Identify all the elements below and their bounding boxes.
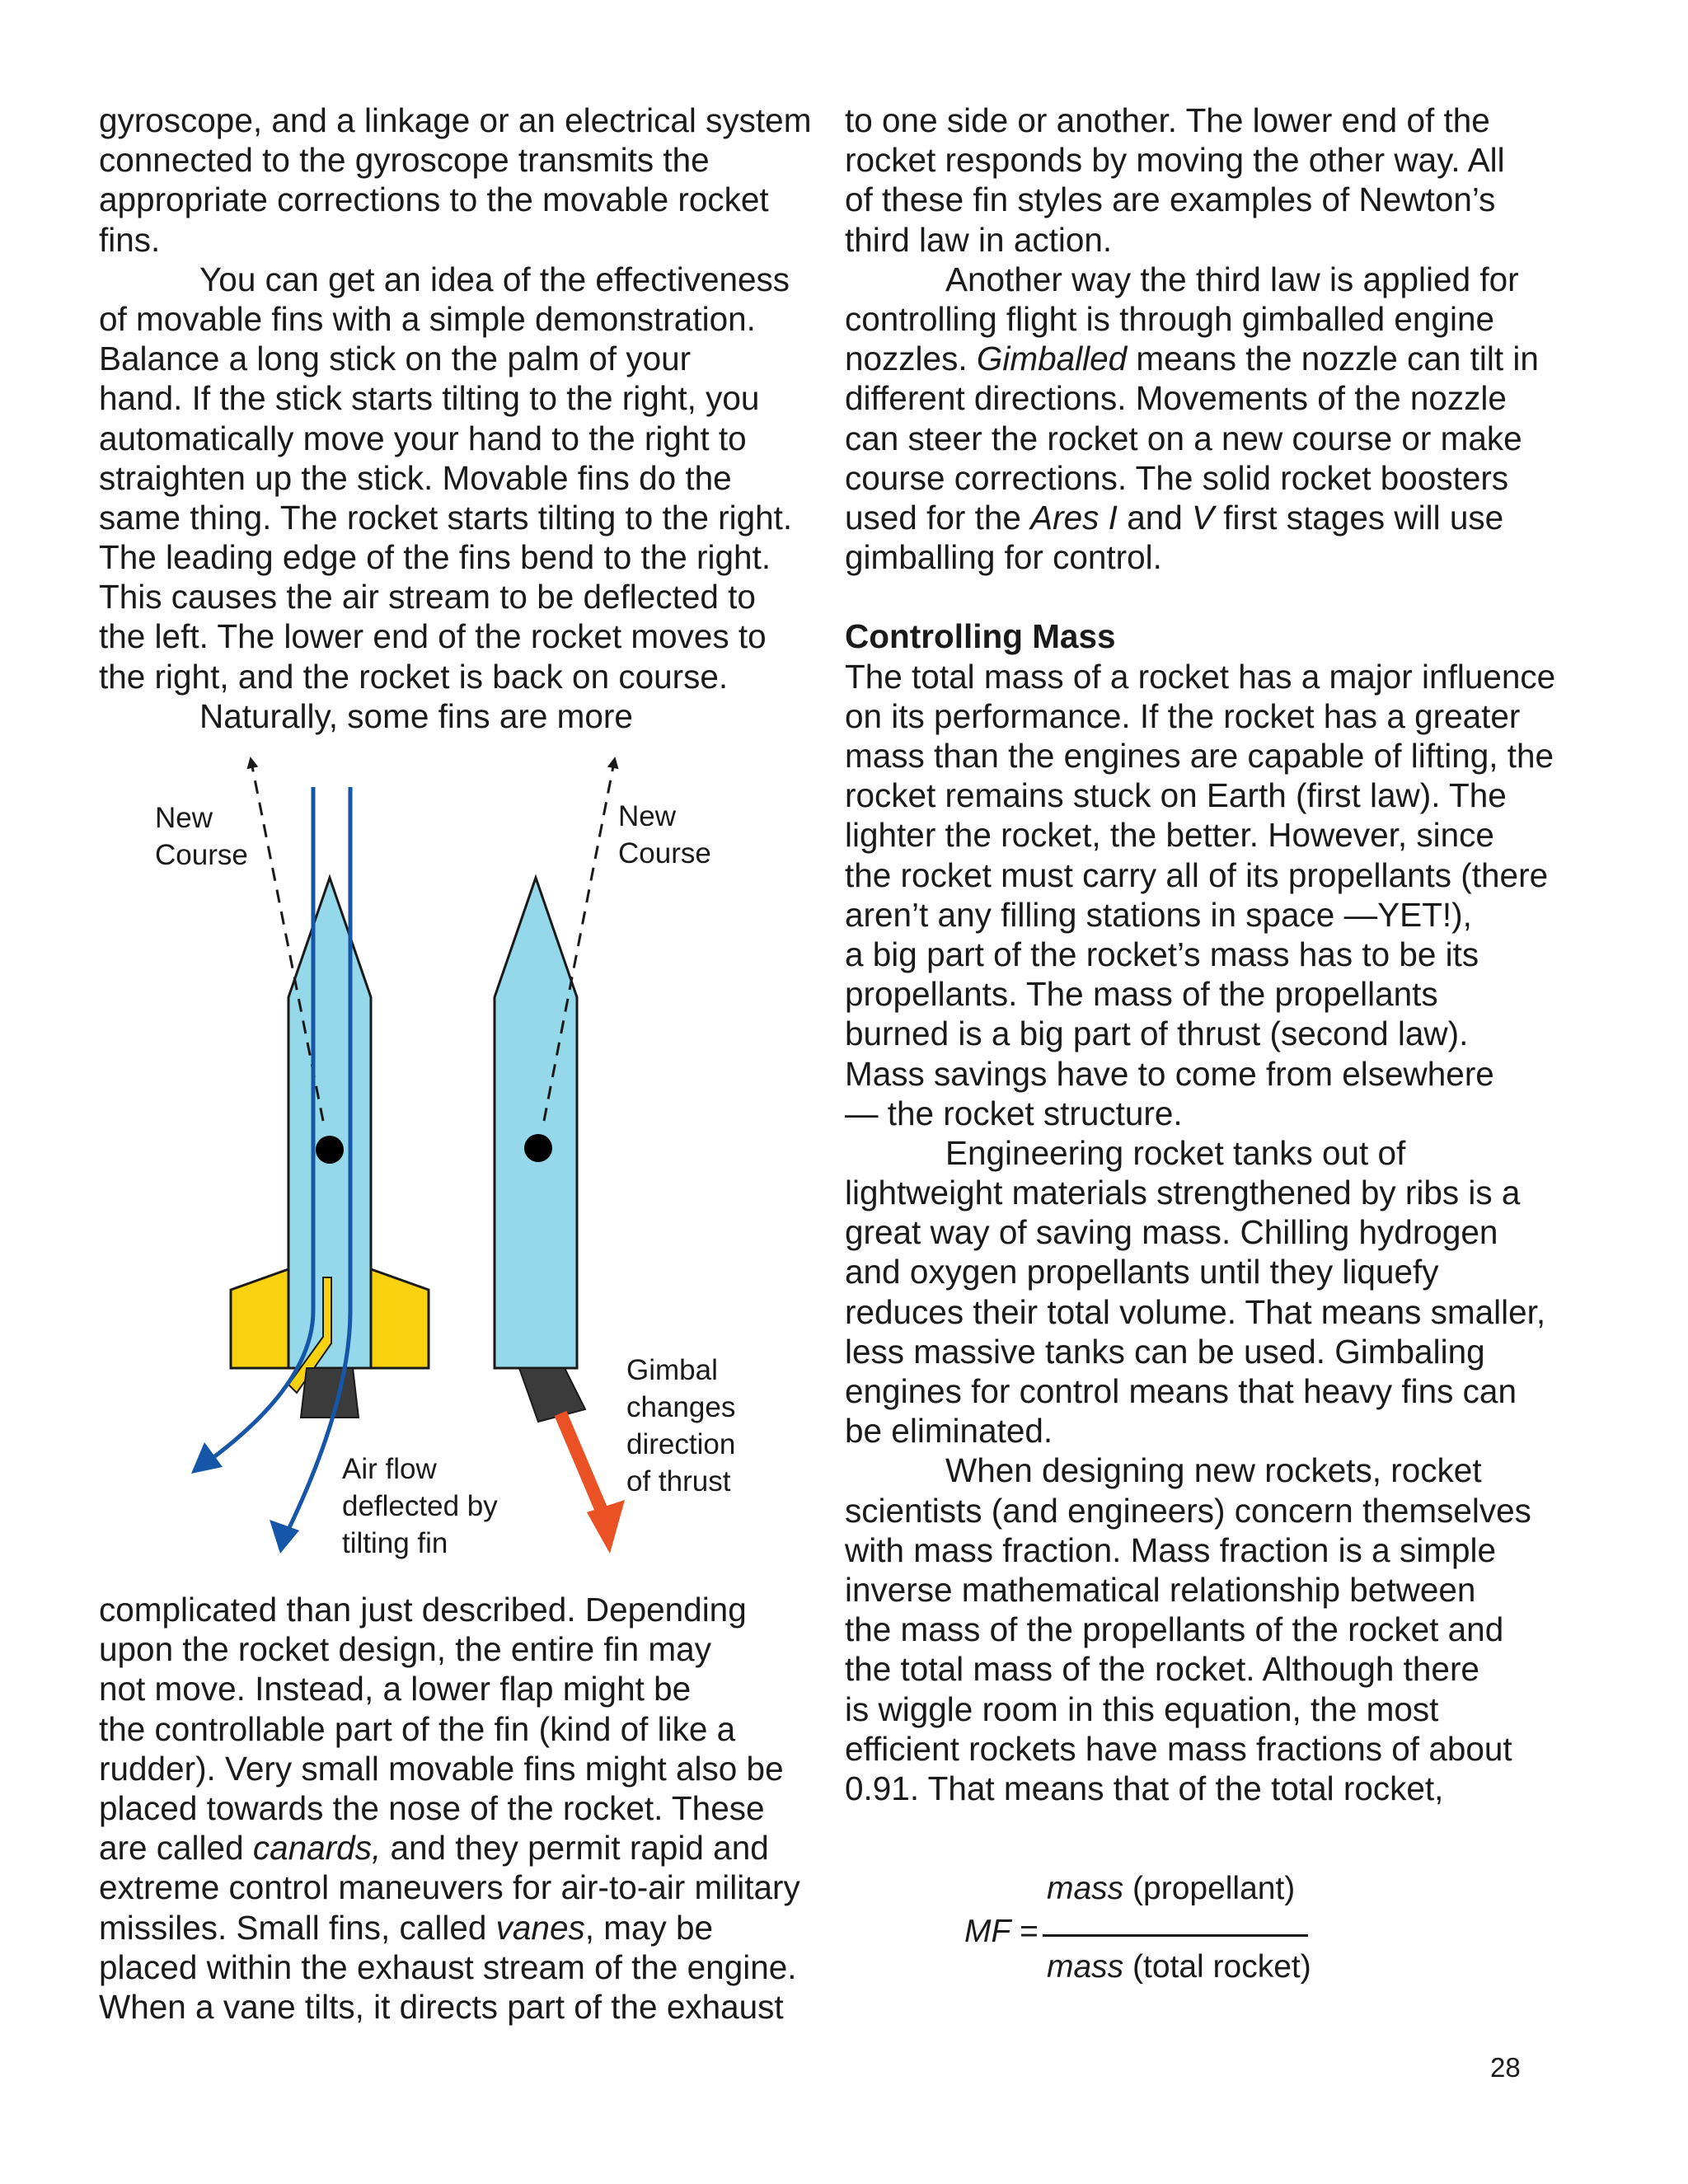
text-run: used for the (845, 498, 1031, 537)
text-line: upon the rocket design, the entire fin may (99, 1630, 711, 1669)
rocket-control-figure (124, 742, 783, 1566)
text-line: rocket remains stuck on Earth (first law). The (845, 776, 1507, 815)
text-line: burned is a big part of thrust (second law). (845, 1015, 1469, 1053)
text-line: the total mass of the rocket. Although there (845, 1650, 1479, 1689)
text-line: hand. If the stick starts tilting to the right, you (99, 379, 760, 418)
text-line: inverse mathematical relationship between (845, 1570, 1476, 1609)
text-line: gyroscope, and a linkage or an electrical system (99, 101, 812, 139)
text-line: the right, and the rocket is back on course. (99, 657, 729, 696)
text-line: automatically move your hand to the right to (99, 419, 747, 457)
text-line: different directions. Movements of the nozzle (845, 379, 1507, 418)
text-line: Naturally, some fins are more (199, 696, 633, 735)
text-line: 0.91. That means that of the total rocket, (845, 1769, 1444, 1807)
text-line: aren’t any filling stations in space —YET!), (845, 895, 1472, 934)
text-line: Another way the third law is applied for (945, 260, 1519, 298)
text-line: placed towards the nose of the rocket. These (99, 1788, 765, 1827)
text-line: Engineering rocket tanks out of (945, 1133, 1406, 1172)
italic-term: canards, (252, 1829, 382, 1868)
text-line: rocket responds by moving the other way. All (845, 141, 1505, 180)
thrust-line (560, 1413, 604, 1516)
text-line: the mass of the propellants of the rocket and (845, 1610, 1504, 1649)
left-rocket-fins (231, 1269, 288, 1368)
text-line: the controllable part of the fin (kind of like a (99, 1709, 736, 1748)
left-rocket-fins-right (371, 1269, 429, 1368)
left-rocket-nozzle (301, 1368, 359, 1418)
text-run: and (1117, 498, 1193, 537)
text-line: controlling flight is through gimballed engine (845, 299, 1494, 338)
text-line: lightweight materials strengthened by ribs is a (845, 1174, 1521, 1212)
text-line: and oxygen propellants until they liquefy (845, 1253, 1439, 1291)
right-rocket-gimballed-nozzle (519, 1368, 585, 1422)
text-line: the left. The lower end of the rocket moves to (99, 617, 767, 656)
formula-fraction-bar (1043, 1934, 1308, 1937)
left-column-top (99, 101, 824, 736)
italic-term: vanes (495, 1908, 585, 1947)
text-line: gimballing for control. (845, 538, 1162, 577)
text-line: efficient rockets have mass fractions of about (845, 1729, 1512, 1768)
text-line: can steer the rocket on a new course or make (845, 419, 1522, 457)
right-rocket-center-of-mass (524, 1134, 552, 1162)
text-line: The total mass of a rocket has a major influence (845, 657, 1556, 696)
text-line: fins. (99, 220, 161, 259)
text-line (845, 339, 1574, 378)
air-flow-arrowhead-right (270, 1520, 299, 1554)
text-line (845, 498, 1574, 537)
page-number: 28 (1490, 2052, 1521, 2083)
text-line: on its performance. If the rocket has a greater (845, 696, 1521, 735)
text-line: connected to the gyroscope transmits the (99, 141, 710, 180)
text-line: The leading edge of the fins bend to the right. (99, 538, 771, 577)
text-line: placed within the exhaust stream of the engine. (99, 1947, 797, 1986)
text-line: extreme control maneuvers for air-to-air military (99, 1868, 800, 1907)
text-line: reduces their total volume. That means smaller, (845, 1292, 1546, 1331)
text-line: great way of saving mass. Chilling hydrogen (845, 1213, 1498, 1252)
right-column (845, 101, 1574, 1808)
gimbal-label: Gimbal changes direction of thrust (626, 1354, 736, 1497)
italic-term: V (1192, 498, 1215, 537)
text-line: This causes the air stream to be deflected to (99, 578, 756, 616)
left-column-bottom (99, 1590, 824, 2027)
text-line: — the rocket structure. (845, 1094, 1183, 1132)
text-line: propellants. The mass of the propellants (845, 975, 1438, 1014)
text-line: You can get an idea of the effectiveness (199, 260, 790, 298)
text-line: to one side or another. The lower end of the (845, 101, 1490, 139)
text-run: first stages will use (1214, 498, 1504, 537)
text-line: is wiggle room in this equation, the most (845, 1690, 1439, 1728)
italic-term: Ares I (1030, 498, 1118, 537)
text-line: third law in action. (845, 220, 1113, 259)
paragraph-spacer (845, 577, 1574, 616)
text-line: the rocket must carry all of its propellants (there (845, 855, 1549, 894)
text-line: Balance a long stick on the palm of your (99, 340, 692, 378)
text-line: engines for control means that heavy fins can (845, 1372, 1517, 1410)
text-line: a big part of the rocket’s mass has to be its (845, 935, 1479, 973)
text-line: When a vane tilts, it directs part of the exhaust (99, 1987, 784, 2026)
text-line: scientists (and engineers) concern themselves (845, 1491, 1531, 1530)
text-line: Mass savings have to come from elsewhere (845, 1054, 1494, 1093)
text-line: complicated than just described. Depending (99, 1591, 747, 1629)
text-line: course corrections. The solid rocket boosters (845, 458, 1509, 497)
text-line (99, 1908, 824, 1947)
text-line: rudder). Very small movable fins might also be (99, 1749, 784, 1788)
text-line: not move. Instead, a lower flap might be (99, 1670, 692, 1708)
text-run: means the nozzle can tilt in (1127, 340, 1539, 378)
text-line: straighten up the stick. Movable fins do the (99, 458, 732, 497)
formula-numerator: mass (propellant) (1047, 1871, 1296, 1906)
formula-lhs: MF = (964, 1914, 1039, 1949)
text-run: nozzles. (845, 340, 977, 378)
text-line: lighter the rocket, the better. However, since (845, 816, 1494, 855)
text-line: less massive tanks can be used. Gimbaling (845, 1332, 1485, 1371)
text-line: When designing new rockets, rocket (945, 1451, 1482, 1490)
right-rocket-body (495, 878, 577, 1368)
section-heading: Controlling Mass (845, 617, 1116, 656)
text-run: , may be (584, 1908, 714, 1947)
text-line: appropriate corrections to the movable rocket (99, 180, 769, 219)
new-course-label-right: New Course (618, 800, 711, 869)
text-line (99, 1828, 824, 1868)
mass-fraction-formula (960, 1871, 1331, 1994)
new-course-label-left: New Course (155, 802, 248, 871)
text-line: be eliminated. (845, 1412, 1053, 1451)
formula-denominator: mass (total rocket) (1047, 1949, 1311, 1985)
text-line: same thing. The rocket starts tilting to the right. (99, 498, 793, 537)
air-flow-label: Air flow deflected by tilting fin (342, 1453, 498, 1559)
text-run: missiles. Small fins, called (99, 1908, 496, 1947)
text-line: mass than the engines are capable of lifting, the (845, 737, 1554, 775)
text-line: with mass fraction. Mass fraction is a simple (845, 1530, 1496, 1569)
left-rocket-center-of-mass (316, 1136, 344, 1164)
text-line: of these fin styles are examples of Newton’s (845, 180, 1496, 219)
text-run: and they permit rapid and (381, 1829, 769, 1868)
text-line: of movable fins with a simple demonstration. (99, 299, 756, 338)
thrust-arrowhead (587, 1500, 625, 1554)
text-run: are called (99, 1829, 253, 1868)
italic-term: Gimballed (976, 340, 1128, 378)
air-flow-arrowhead-left (191, 1442, 223, 1474)
